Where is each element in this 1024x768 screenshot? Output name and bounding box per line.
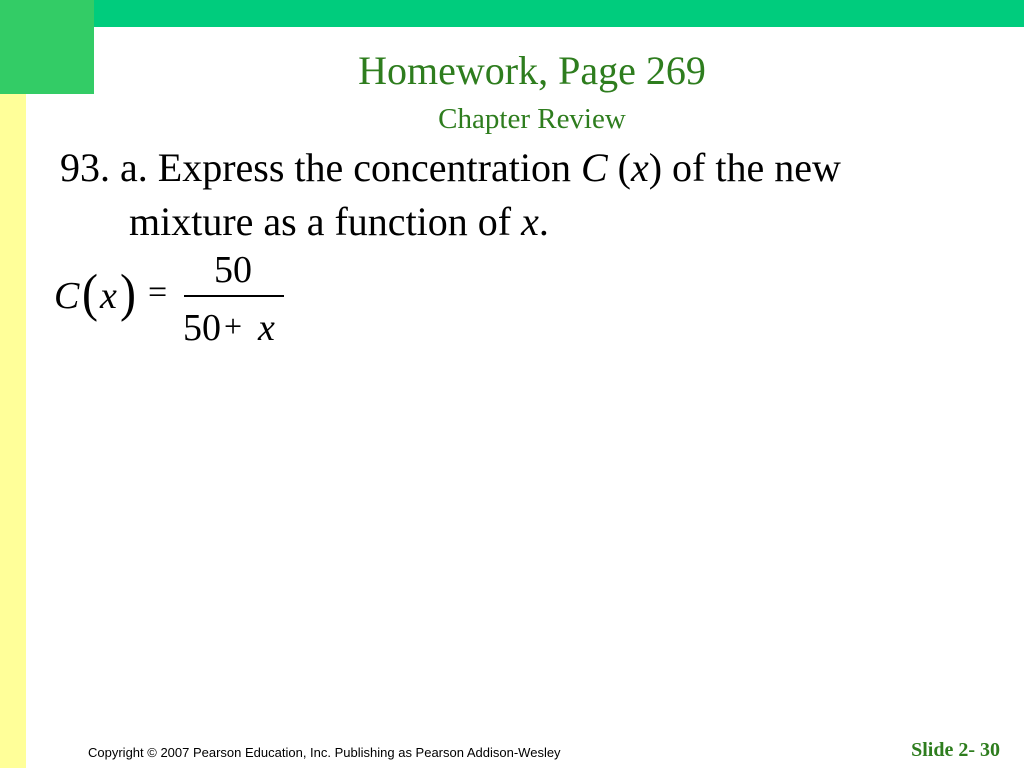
left-accent-bar (0, 94, 26, 768)
formula-equals: = (148, 274, 168, 311)
formula-denominator-variable: x (258, 307, 275, 349)
slide-number: Slide 2- 30 (911, 739, 1000, 761)
problem-line-1-prefix: 93. a. Express the concentration (60, 145, 581, 190)
formula-fraction-bar (184, 295, 284, 297)
formula-right-paren: ) (120, 264, 136, 323)
formula-variable: x (100, 275, 117, 317)
problem-line-1-suffix: ) of the new (648, 145, 841, 190)
formula-denominator-operator: + (224, 308, 243, 344)
problem-line-2-suffix: . (538, 199, 549, 244)
problem-line-2 (60, 195, 980, 249)
formula-numerator: 50 (214, 249, 252, 291)
problem-line-1-open: ( (607, 145, 631, 190)
problem-statement (60, 141, 980, 249)
problem-var-c: C (580, 145, 608, 190)
formula-function-name: C (54, 275, 80, 317)
concentration-formula (54, 248, 304, 353)
corner-accent-square (0, 0, 94, 94)
copyright-notice: Copyright © 2007 Pearson Education, Inc. Publishing as Pearson Addison-Wesley (88, 745, 561, 760)
problem-line-2-prefix: mixture as a function of (129, 199, 522, 244)
formula-denominator-number: 50 (183, 307, 221, 349)
top-accent-bar (0, 0, 1024, 27)
problem-var-x: x (630, 145, 649, 190)
slide-title: Homework, Page 269 (358, 48, 706, 93)
formula-left-paren: ( (82, 264, 98, 323)
problem-line-2-var-x: x (521, 199, 539, 244)
problem-line-1 (60, 141, 980, 195)
slide-subtitle: Chapter Review (438, 103, 626, 135)
